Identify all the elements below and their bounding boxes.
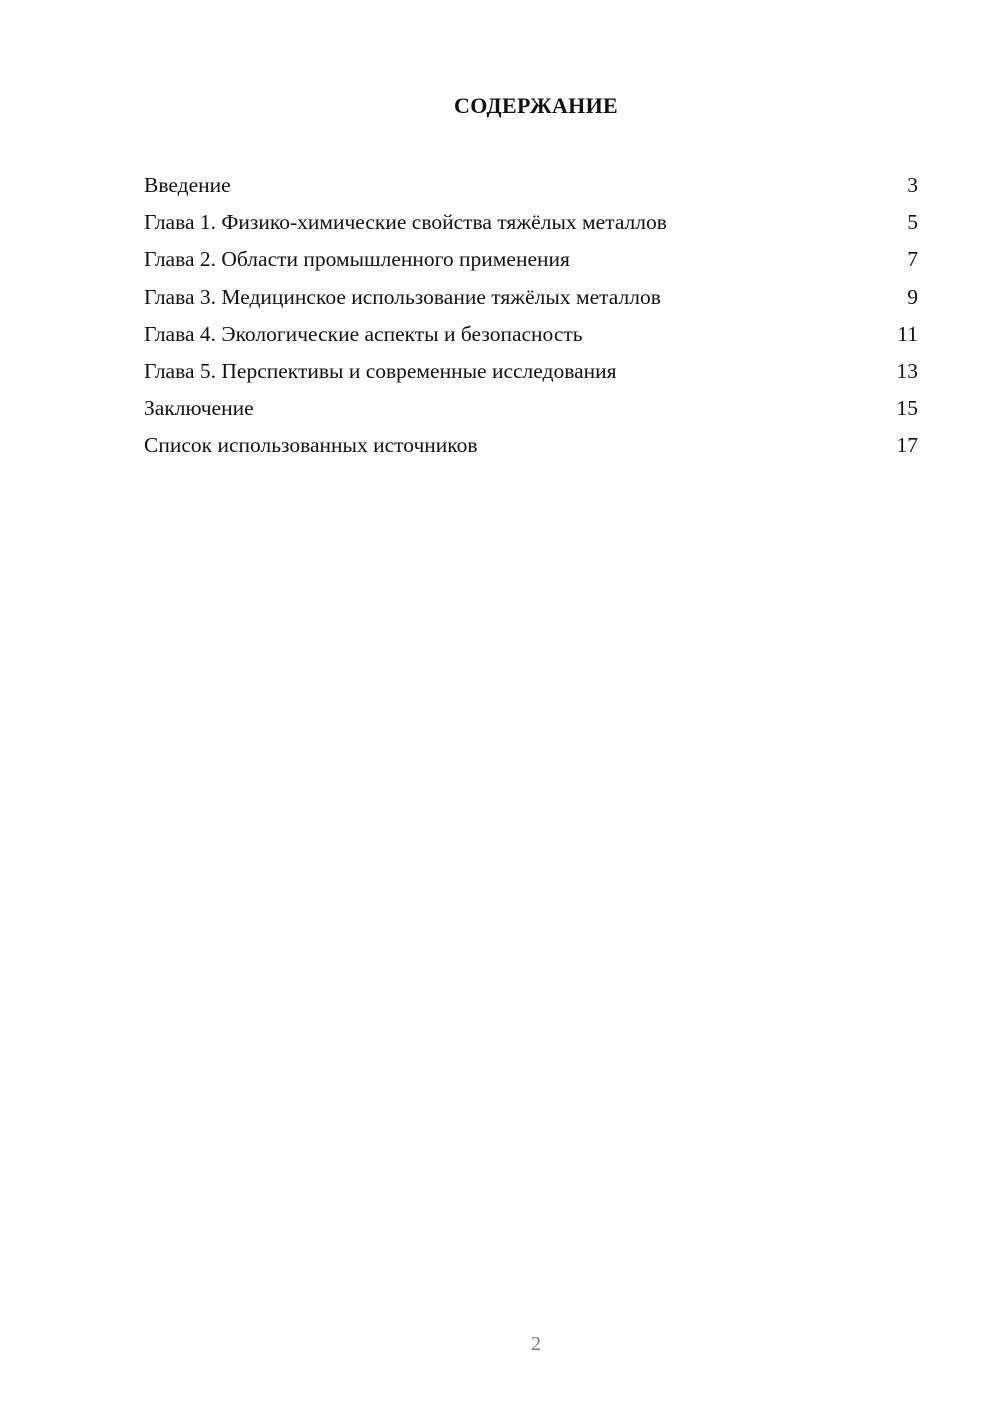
toc-entry-label: Глава 1. Физико-химические свойства тяжёлых металлов [144,210,667,235]
toc-entry-page: 17 [896,433,918,458]
toc-entry-references [144,427,918,464]
toc-entry-page: 11 [897,321,918,346]
toc-entry-page: 5 [907,210,918,235]
toc-entry-page: 13 [896,358,918,383]
table-of-contents [144,167,918,465]
toc-entry-label: Глава 4. Экологические аспекты и безопасность [144,321,583,346]
toc-entry-chapter-4 [144,316,918,353]
toc-entry-page: 3 [907,173,918,197]
toc-entry-chapter-5 [144,353,918,390]
toc-entry-label: Список использованных источников [144,433,478,458]
toc-heading: СОДЕРЖАНИЕ [454,93,618,118]
toc-entry-label: Заключение [144,396,254,421]
toc-entry-page: 9 [907,284,918,309]
toc-entry-chapter-1 [144,204,918,241]
toc-entry-chapter-3 [144,279,918,316]
toc-entry-page: 15 [896,396,918,421]
toc-entry-chapter-2 [144,241,918,278]
toc-entry-label: Глава 2. Области промышленного применения [144,247,570,272]
toc-entry-conclusion [144,390,918,427]
page-number: 2 [531,1333,541,1355]
toc-entry-label: Глава 3. Медицинское использование тяжёлых металлов [144,284,661,309]
toc-entry-label: Глава 5. Перспективы и современные исследования [144,358,617,383]
toc-entry-label: Введение [144,173,231,197]
toc-entry-introduction [144,167,918,204]
toc-entry-page: 7 [907,247,918,272]
